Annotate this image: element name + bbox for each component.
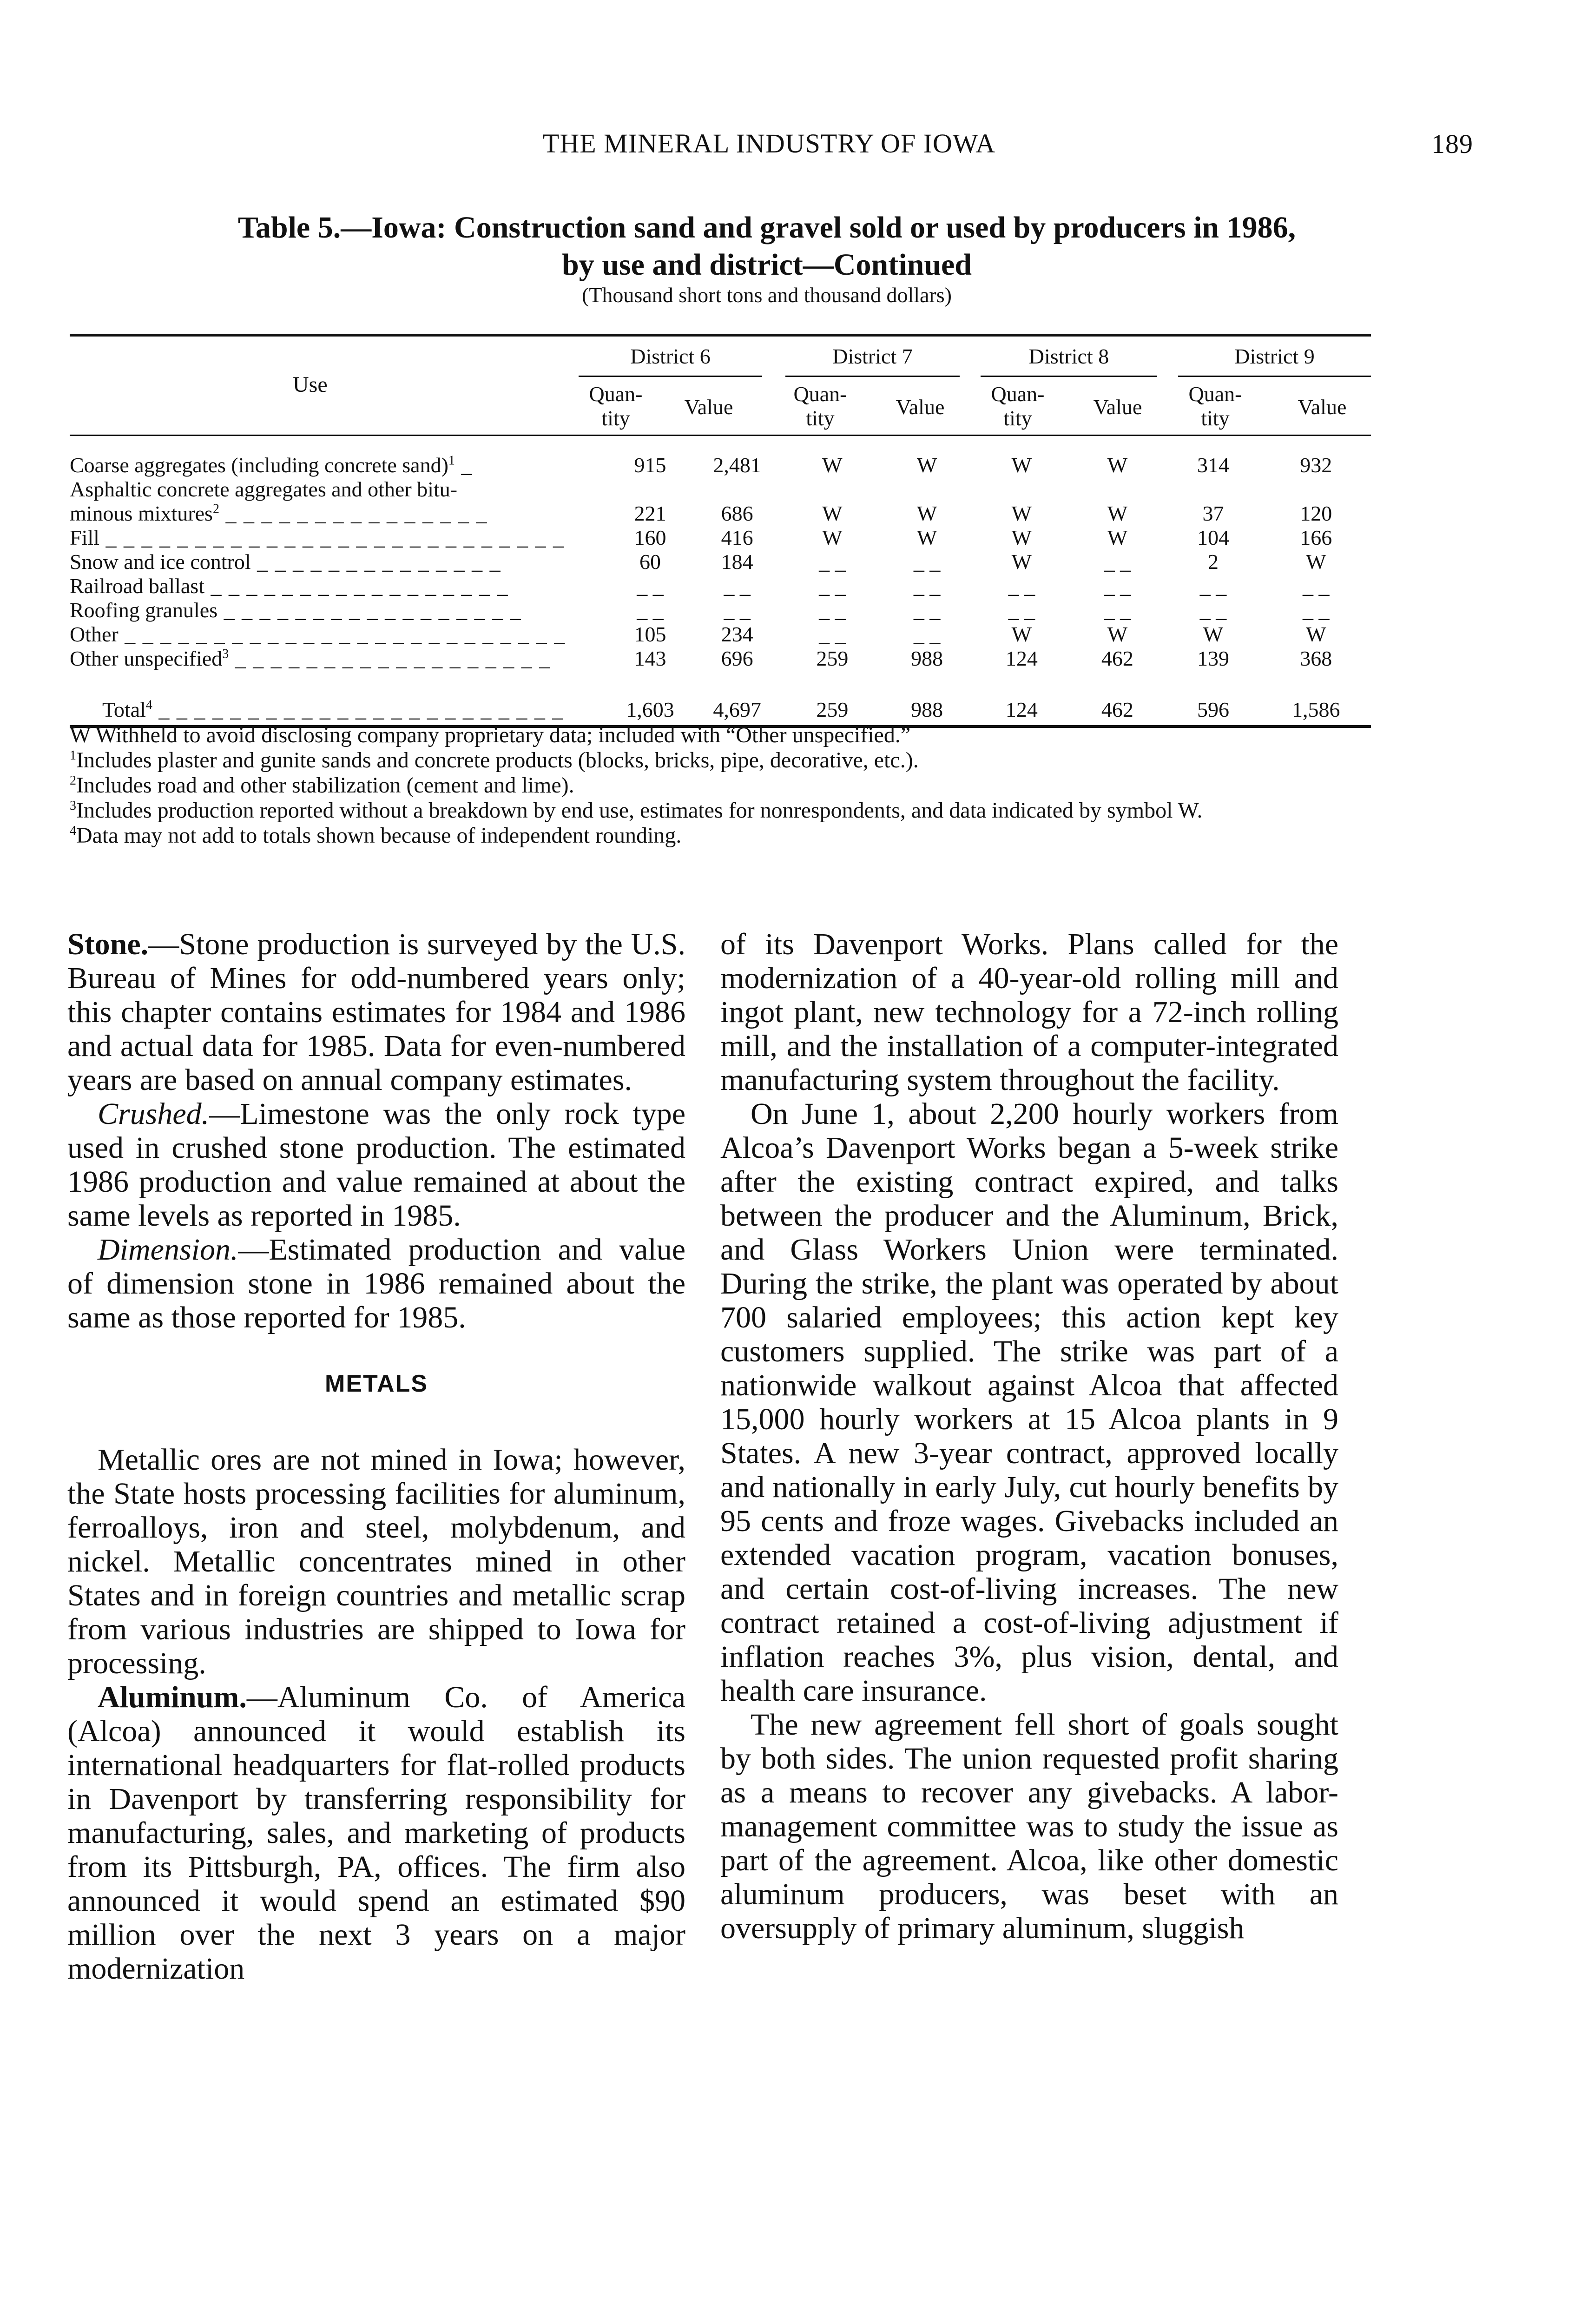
- table-cell: 686: [721, 502, 753, 525]
- table-cell: W: [822, 526, 843, 549]
- table-cell: 2: [1208, 550, 1219, 574]
- table-cell: _ _: [913, 598, 941, 622]
- table-cell: 184: [721, 550, 753, 574]
- row-label: Asphaltic concrete aggregates and other bitu-: [70, 477, 458, 501]
- table-title-line1: Table 5.—Iowa: Construction sand and gravel sold or used by producers in 1986,: [237, 211, 1296, 244]
- table-cell: W: [1203, 622, 1224, 646]
- quantity-header: Quan- tity: [991, 382, 1045, 430]
- table-cell: W: [1011, 502, 1032, 525]
- table-cell: 416: [721, 526, 753, 549]
- table-cell: 124: [1005, 647, 1038, 670]
- table-row: [70, 598, 1371, 622]
- table-cell: [1261, 477, 1371, 502]
- right-paragraph-3: The new agreement fell short of goals sought by both sides. The union requested profit sharing as a means to recover any givebacks. A labor-management committee was to study the issue as part of the agreement. Alcoa, like other domestic aluminum producers, was beset with an oversupply of primary aluminum, sluggish: [720, 1708, 1338, 1945]
- row-label: minous mixtures$^2$ _ _ _ _ _ _ _ _ _ _ _ _ _ _ _: [70, 502, 488, 525]
- table-cell: W: [1107, 622, 1128, 646]
- table-cell: [1069, 477, 1165, 502]
- value-header: Value: [684, 395, 733, 419]
- table-cell: [784, 477, 880, 502]
- footnote-w: W Withheld to avoid disclosing company proprietary data; included with “Other unspecified.”: [70, 723, 911, 747]
- table-cell: _ _: [1104, 550, 1131, 574]
- table-cell: _ _: [724, 598, 751, 622]
- table-cell: 462: [1101, 647, 1133, 670]
- table-cell: 221: [634, 502, 666, 525]
- table-row: [70, 453, 1371, 477]
- table-row: [70, 550, 1371, 574]
- aluminum-heading: Aluminum.: [98, 1680, 247, 1714]
- table-cell: 234: [721, 622, 753, 646]
- table-cell: _ _: [1104, 574, 1131, 598]
- table-footnotes: [70, 723, 1371, 848]
- metals-paragraph: Metallic ores are not mined in Iowa; however, the State hosts processing facilities for aluminum, ferroalloys, iron and steel, molybdenum, and nickel. Metallic concentrates mined in other States and in foreign countries and metallic scrap from various industries are shipped to Iowa for processing.: [67, 1443, 685, 1680]
- row-label: Other unspecified$^3$ _ _ _ _ _ _ _ _ _ _ _ _ _ _ _ _ _ _: [70, 647, 551, 670]
- table-subtitle: (Thousand short tons and thousand dollars): [582, 283, 952, 307]
- district6-rule: [579, 376, 762, 377]
- page-number: 189: [1431, 129, 1473, 159]
- aluminum-paragraph: Aluminum.—Aluminum Co. of America (Alcoa) announced it would establish its international headquarters for flat-rolled products in Davenport by transferring responsibility for manufacturing, sales, and marketing of products from its Pittsburgh, PA, offices. The firm also announced it would spend an estimated $90 million over the next 3 years on a major modernization: [67, 1680, 685, 1986]
- total-row: [70, 671, 1371, 726]
- table-cell: _ _: [1008, 574, 1035, 598]
- stone-heading: Stone.: [67, 927, 149, 961]
- table-cell: 139: [1197, 647, 1229, 670]
- table-cell: W: [1107, 453, 1128, 477]
- table-cell: 1,586: [1292, 698, 1340, 721]
- table-row: [70, 622, 1371, 647]
- table-cell: 2,481: [713, 453, 761, 477]
- row-label: Fill _ _ _ _ _ _ _ _ _ _ _ _ _ _ _ _ _ _ _ _ _ _ _ _ _ _: [70, 526, 565, 549]
- table-cell: W: [1011, 550, 1032, 574]
- table-cell: _ _: [1199, 574, 1227, 598]
- table-cell: 1,603: [626, 698, 674, 721]
- row-label: Railroad ballast _ _ _ _ _ _ _ _ _ _ _ _ _ _ _ _ _: [70, 574, 509, 598]
- quantity-header: Quan- tity: [793, 382, 847, 430]
- running-title: THE MINERAL INDUSTRY OF IOWA: [542, 128, 996, 158]
- right-paragraph-2: On June 1, about 2,200 hourly workers from Alcoa’s Davenport Works began a 5-week strike after the existing contract expired, and talks between the producer and the Aluminum, Brick, and Glass Workers Union were terminated. During the strike, the plant was operated by about 700 salaried employees; this action kept key customers supplied. The strike was part of a nationwide walkout against Alcoa that affected 15,000 hourly workers at 15 Alcoa plants in 9 States. A new 3-year contract, approved locally and nationally in early July, cut hourly benefits by 95 cents and froze wages. Givebacks included an extended vacation program, vacation bonuses, and certain cost-of-living increases. The new contract retained a cost-of-living adjustment if inflation reaches 3%, plus vision, dental, and health care insurance.: [720, 1097, 1338, 1708]
- table-cell: [1165, 477, 1261, 502]
- row-label: Other _ _ _ _ _ _ _ _ _ _ _ _ _ _ _ _ _ _ _ _ _ _ _ _ _: [70, 622, 566, 646]
- row-label: Coarse aggregates (including concrete sand)$^1$ _: [70, 453, 473, 477]
- table-cell: W: [916, 526, 937, 549]
- district-7-header: District 7: [832, 344, 913, 368]
- table-cell: W: [916, 502, 937, 525]
- district-9-header: District 9: [1234, 344, 1315, 368]
- row-label: Total$^4$ _ _ _ _ _ _ _ _ _ _ _ _ _ _ _ _ _ _ _ _ _ _ _: [102, 698, 564, 721]
- table-title-line2: by use and district—Continued: [561, 248, 972, 282]
- table-cell: W: [1306, 550, 1326, 574]
- table-cell: W: [1011, 526, 1032, 549]
- value-header: Value: [1093, 395, 1142, 419]
- table-cell: 988: [911, 647, 943, 670]
- district9-rule: [1178, 376, 1371, 377]
- table-cell: 124: [1005, 698, 1038, 721]
- left-column: [67, 927, 685, 1986]
- table-cell: _ _: [1303, 598, 1330, 622]
- row-label: Roofing granules _ _ _ _ _ _ _ _ _ _ _ _ _ _ _ _ _: [70, 598, 522, 622]
- footnote-2: $^2$Includes road and other stabilization (cement and lime).: [70, 773, 574, 798]
- table-cell: [690, 477, 784, 502]
- district7-rule: [785, 376, 960, 377]
- table-row: [70, 502, 1371, 526]
- table-cell: 105: [634, 622, 666, 646]
- table-cell: 259: [816, 647, 849, 670]
- crushed-heading: Crushed.: [98, 1097, 210, 1131]
- table-cell: [611, 477, 690, 502]
- table-cell: _ _: [819, 550, 846, 574]
- table-cell: _ _: [1199, 598, 1227, 622]
- table-cell: _ _: [913, 550, 941, 574]
- footnote-3: $^3$Includes production reported without a breakdown by end use, estimates for nonrespondents, and data indicated by symbol W.: [70, 798, 1203, 823]
- table-cell: 160: [634, 526, 666, 549]
- table-cell: W: [1011, 622, 1032, 646]
- dimension-paragraph: Dimension.—Estimated production and value of dimension stone in 1986 remained about the same as those reported for 1985.: [67, 1233, 685, 1334]
- table-cell: _ _: [913, 622, 941, 646]
- right-paragraph-1: of its Davenport Works. Plans called for the modernization of a 40-year-old rolling mill and ingot plant, new technology for a 72-inch rolling mill, and the installation of a computer-integrated manufacturing system throughout the facility.: [720, 927, 1338, 1097]
- table-title: [139, 209, 1394, 284]
- table-cell: W: [1011, 453, 1032, 477]
- table-cell: _ _: [724, 574, 751, 598]
- table-cell: _ _: [637, 574, 664, 598]
- table-cell: 259: [816, 698, 849, 721]
- table-cell: W: [1107, 526, 1128, 549]
- running-header: [65, 125, 1473, 162]
- footnote-4: $^4$Data may not add to totals shown because of independent rounding.: [70, 823, 682, 848]
- right-column: [720, 927, 1338, 1945]
- data-table: [70, 453, 1371, 726]
- table-cell: 462: [1101, 698, 1133, 721]
- table-cell: 368: [1300, 647, 1332, 670]
- table-cell: W: [916, 453, 937, 477]
- table-cell: _ _: [1008, 598, 1035, 622]
- table-cell: W: [1107, 502, 1128, 525]
- table-cell: [880, 477, 974, 502]
- dimension-heading: Dimension.: [98, 1233, 238, 1267]
- table-cell: 988: [911, 698, 943, 721]
- row-label: Snow and ice control _ _ _ _ _ _ _ _ _ _ _ _ _ _: [70, 550, 501, 574]
- table-cell: _ _: [819, 598, 846, 622]
- column-head-rule: [70, 435, 1371, 436]
- table-body: [70, 453, 1371, 726]
- table-cell: 120: [1300, 502, 1332, 525]
- metals-heading: METALS: [325, 1370, 428, 1397]
- table-cell: _ _: [913, 574, 941, 598]
- use-column-header: Use: [293, 372, 328, 397]
- table-cell: 166: [1300, 526, 1332, 549]
- quantity-header: Quan- tity: [589, 382, 643, 430]
- value-header: Value: [896, 395, 945, 419]
- stone-paragraph: Stone.—Stone production is surveyed by the U.S. Bureau of Mines for odd-numbered years only; this chapter contains estimates for 1984 and 1986 and actual data for 1985. Data for even-numbered years are based on annual company estimates.: [67, 927, 685, 1097]
- table-cell: W: [1306, 622, 1326, 646]
- table-cell: [974, 477, 1069, 502]
- table-row: [70, 574, 1371, 598]
- table-cell: 932: [1300, 453, 1332, 477]
- table-cell: _ _: [819, 574, 846, 598]
- table-cell: _ _: [1303, 574, 1330, 598]
- table-cell: _ _: [1104, 598, 1131, 622]
- footnote-1: $^1$Includes plaster and gunite sands and concrete products (blocks, bricks, pipe, decorative, etc.).: [70, 748, 919, 772]
- table-cell: 915: [634, 453, 666, 477]
- table-cell: 143: [634, 647, 666, 670]
- table-cell: W: [822, 453, 843, 477]
- table-row: [70, 477, 1371, 502]
- table-top-rule: [70, 334, 1371, 337]
- value-header: Value: [1298, 395, 1347, 419]
- district-6-header: District 6: [630, 344, 711, 368]
- table-cell: 60: [639, 550, 661, 574]
- table-row: [70, 526, 1371, 550]
- table-cell: 37: [1202, 502, 1224, 525]
- table-cell: 104: [1197, 526, 1229, 549]
- district8-rule: [981, 376, 1157, 377]
- crushed-paragraph: Crushed.—Limestone was the only rock type used in crushed stone production. The estimated 1986 production and value remained at about the same levels as reported in 1985.: [67, 1097, 685, 1233]
- district-8-header: District 8: [1028, 344, 1109, 368]
- table-cell: 696: [721, 647, 753, 670]
- table-cell: _ _: [637, 598, 664, 622]
- table-cell: 314: [1197, 453, 1229, 477]
- table-cell: W: [822, 502, 843, 525]
- quantity-header: Quan- tity: [1188, 382, 1242, 430]
- table-row: [70, 647, 1371, 671]
- table-cell: 596: [1197, 698, 1229, 721]
- table-cell: _ _: [819, 622, 846, 646]
- table-cell: 4,697: [713, 698, 761, 721]
